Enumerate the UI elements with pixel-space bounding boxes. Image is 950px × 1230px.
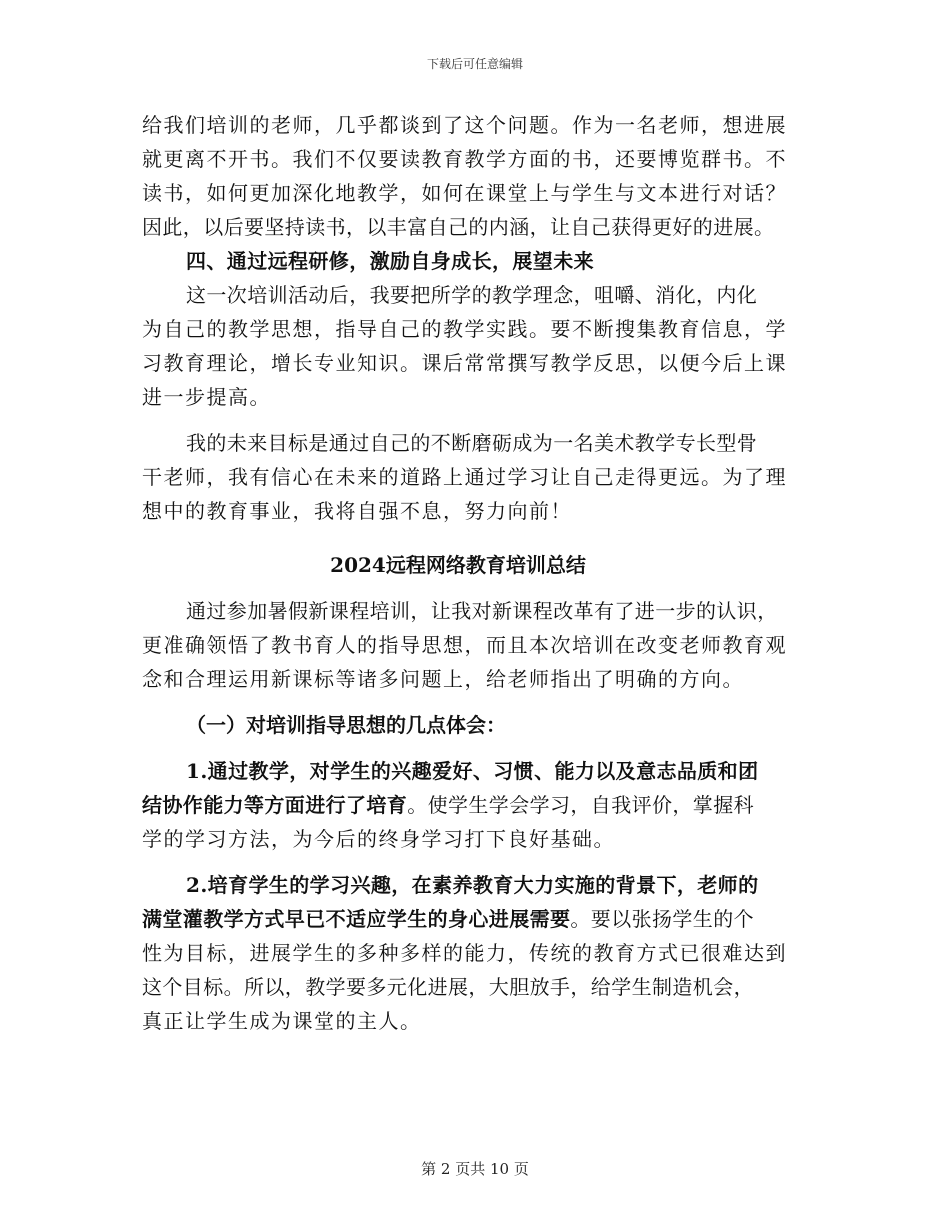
normal-run: 。使学生学会学习，自我评价，掌握科 xyxy=(407,793,755,817)
normal-run: 。要以张扬学生的个 xyxy=(570,907,755,931)
text-line: 念和合理运用新课标等诸多问题上，给老师指出了明确的方向。 xyxy=(142,667,744,691)
bold-run: 满堂灌教学方式早已不适应学生的身心进展需要 xyxy=(142,907,571,931)
document-body xyxy=(142,108,814,1038)
page-header: 下载后可任意编辑 xyxy=(426,57,523,71)
text-line: 因此，以后要坚持读书，以丰富自己的内涵，让自己获得更好的进展。 xyxy=(142,215,775,239)
text-line: 为自己的教学思想，指导自己的教学实践。要不断搜集教育信息，学 xyxy=(142,317,787,341)
subheading: （一）对培训指导思想的几点体会： xyxy=(186,713,506,737)
item-2-line: 这个目标。所以，教学要多元化进展，大胆放手，给学生制造机会， xyxy=(142,975,754,999)
item-1-line: 学的学习方法，为今后的终身学习打下良好基础。 xyxy=(142,827,615,851)
text-line: 这一次培训活动后，我要把所学的教学理念，咀嚼、消化，内化 xyxy=(186,283,758,307)
item-2-line: 性为目标，进展学生的多种多样的能力，传统的教育方式已很难达到 xyxy=(142,941,787,965)
text-line: 想中的教育事业，我将自强不息，努力向前！ xyxy=(142,499,572,523)
text-line: 我的未来目标是通过自己的不断磨砺成为一名美术教学专长型骨 xyxy=(186,431,758,455)
text-line: 就更离不开书。我们不仅要读教育教学方面的书，还要博览群书。不 xyxy=(142,147,787,171)
section-c xyxy=(142,594,814,1038)
text-line: 习教育理论，增长专业知识。课后常常撰写教学反思，以便今后上课 xyxy=(142,351,787,375)
text-line: 读书，如何更加深化地教学，如何在课堂上与学生与文本进行对话？ xyxy=(142,181,787,205)
text-line: 通过参加暑假新课程培训，让我对新课程改革有了进一步的认识， xyxy=(186,599,778,623)
section-b xyxy=(142,244,814,528)
item-1-line xyxy=(142,788,814,822)
item-1-line: 1.通过教学，对学生的兴趣爱好、习惯、能力以及意志品质和团 xyxy=(186,759,759,783)
text-line: 更准确领悟了教书育人的指导思想，而且本次培训在改变老师教育观 xyxy=(142,633,787,657)
page-footer: 第 2 页共 10 页 xyxy=(421,1160,529,1178)
section-heading: 四、通过远程研修，激励自身成长，展望未来 xyxy=(186,249,594,273)
item-2-line xyxy=(142,902,814,936)
section-a xyxy=(142,108,814,244)
document-title: 2024远程网络教育培训总结 xyxy=(330,553,586,577)
text-line: 干老师，我有信心在未来的道路上通过学习让自己走得更远。为了理 xyxy=(142,465,787,489)
text-line: 给我们培训的老师，几乎都谈到了这个问题。作为一名老师，想进展 xyxy=(142,113,787,137)
bold-run: 结协作能力等方面进行了培育 xyxy=(142,793,408,817)
text-line: 进一步提高。 xyxy=(142,385,271,409)
item-2-line: 2.培育学生的学习兴趣，在素养教育大力实施的背景下，老师的 xyxy=(186,873,759,897)
item-2-line: 真正让学生成为课堂的主人。 xyxy=(142,1009,422,1033)
